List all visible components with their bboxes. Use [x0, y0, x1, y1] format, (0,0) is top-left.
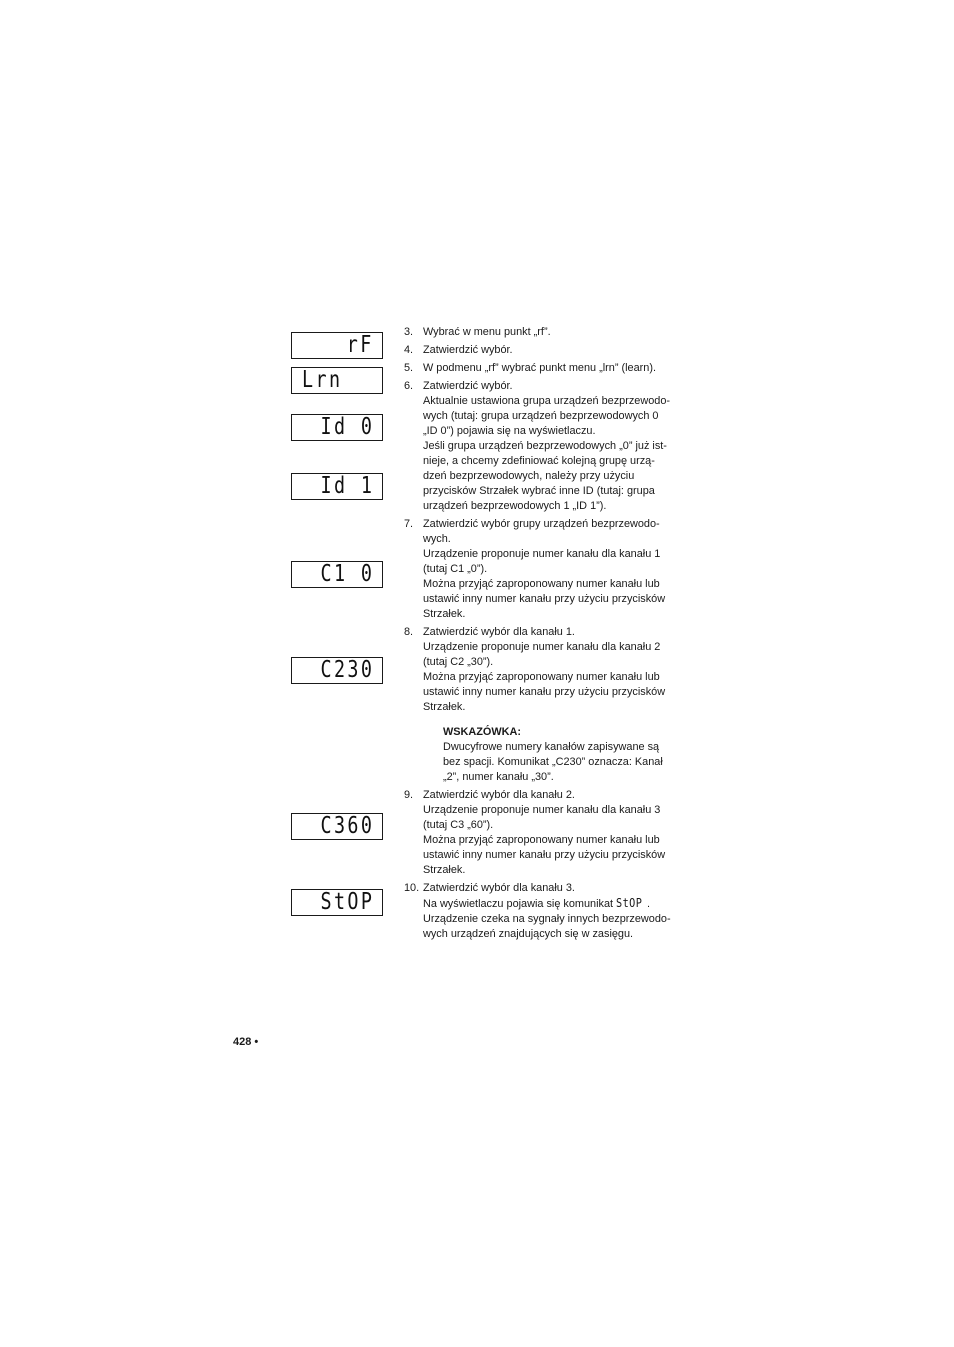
step-detail: ustawić inny numer kanału przy użyciu przycisków [423, 593, 666, 605]
step-3 [404, 325, 704, 340]
lcd-text: C1 0 [320, 561, 374, 587]
step-detail: Strzałek. [423, 864, 466, 876]
step-text: Wybrać w menu punkt „rf”. [423, 326, 551, 338]
step-text: Zatwierdzić wybór grupy urządzeń bezprzewodo- [423, 518, 660, 530]
step-detail: Urządzenie proponuje numer kanału dla kanału 2 [423, 641, 661, 653]
step-text: wych. [423, 533, 451, 545]
step-9 [404, 788, 704, 878]
note-title: WSKAZÓWKA: [443, 726, 522, 738]
note-text: bez spacji. Komunikat „C230” oznacza: Kanał [443, 756, 663, 768]
step-detail: (tutaj C3 „60”). [423, 819, 494, 831]
step-detail: dzeń bezprzewodowych, należy przy użyciu [423, 470, 635, 482]
step-text: W podmenu „rf” wybrać punkt menu „lrn” (learn). [423, 362, 657, 374]
step-detail-end: . [647, 898, 651, 910]
step-detail: Urządzenie proponuje numer kanału dla kanału 1 [423, 548, 661, 560]
step-detail: wych urządzeń znajdujących się w zasięgu. [423, 928, 634, 940]
step-detail: (tutaj C2 „30”). [423, 656, 494, 668]
lcd-display-lrn [291, 367, 383, 394]
lcd-text: C360 [320, 813, 374, 839]
lcd-display-id1 [291, 473, 383, 500]
step-10 [404, 881, 704, 942]
step-number: 7. [404, 518, 414, 530]
lcd-display-c360 [291, 813, 383, 840]
step-detail: Urządzenie czeka na sygnały innych bezprzewodo- [423, 913, 671, 925]
step-detail: nieje, a chcemy zdefiniować kolejną grupę urzą- [423, 455, 655, 467]
step-text: Zatwierdzić wybór dla kanału 3. [423, 882, 575, 894]
lcd-display-c10 [291, 561, 383, 588]
step-text: Zatwierdzić wybór. [423, 344, 513, 356]
step-detail: wych (tutaj: grupa urządzeń bezprzewodowych 0 [423, 410, 659, 422]
note-text: „2”, numer kanału „30”. [443, 771, 554, 783]
step-detail: Strzałek. [423, 701, 466, 713]
step-number: 3. [404, 326, 414, 338]
step-6 [404, 379, 704, 514]
lcd-text: Id 1 [320, 473, 374, 499]
step-detail: przycisków Strzałek wybrać inne ID (tutaj: grupa [423, 485, 655, 497]
step-8 [404, 625, 704, 715]
lcd-display-rf [291, 332, 383, 359]
step-detail: ustawić inny numer kanału przy użyciu przycisków [423, 686, 666, 698]
step-detail: ustawić inny numer kanału przy użyciu przycisków [423, 849, 666, 861]
lcd-text: Lrn [302, 367, 343, 393]
step-number: 9. [404, 789, 414, 801]
step-detail: (tutaj C1 „0”). [423, 563, 488, 575]
note-box [404, 725, 693, 785]
step-detail: Strzałek. [423, 608, 466, 620]
step-number: 10. [404, 882, 420, 894]
step-detail: „ID 0”) pojawia się na wyświetlaczu. [423, 425, 596, 437]
step-number: 8. [404, 626, 414, 638]
step-detail: Jeśli grupa urządzeń bezprzewodowych „0” już ist- [423, 440, 667, 452]
lcd-text: C230 [320, 657, 374, 683]
note-text: Dwucyfrowe numery kanałów zapisywane są [443, 741, 660, 753]
step-number: 4. [404, 344, 414, 356]
step-detail: urządzeń bezprzewodowych 1 „ID 1”). [423, 500, 607, 512]
step-detail: Można przyjąć zaproponowany numer kanału lub [423, 671, 660, 683]
lcd-text: rF [347, 332, 374, 358]
step-detail: Na wyświetlaczu pojawia się komunikat [423, 898, 617, 910]
step-number: 5. [404, 362, 414, 374]
lcd-text: StOP [320, 889, 374, 915]
step-detail: Urządzenie proponuje numer kanału dla kanału 3 [423, 804, 661, 816]
step-detail: Można przyjąć zaproponowany numer kanału lub [423, 834, 660, 846]
instruction-steps [404, 325, 704, 942]
step-5 [404, 361, 704, 376]
step-4 [404, 343, 704, 358]
lcd-text: Id 0 [320, 414, 374, 440]
step-detail: Można przyjąć zaproponowany numer kanału lub [423, 578, 660, 590]
step-text: Zatwierdzić wybór. [423, 380, 513, 392]
page-number: 428 • [233, 1036, 259, 1048]
lcd-display-stop [291, 889, 383, 916]
step-text: Zatwierdzić wybór dla kanału 2. [423, 789, 575, 801]
step-7 [404, 517, 704, 622]
step-text: Zatwierdzić wybór dla kanału 1. [423, 626, 575, 638]
lcd-display-id0 [291, 414, 383, 441]
lcd-display-c230 [291, 657, 383, 684]
step-number: 6. [404, 380, 414, 392]
inline-lcd-stop: StOP [616, 896, 643, 910]
step-detail: Aktualnie ustawiona grupa urządzeń bezprzewodo- [423, 395, 671, 407]
